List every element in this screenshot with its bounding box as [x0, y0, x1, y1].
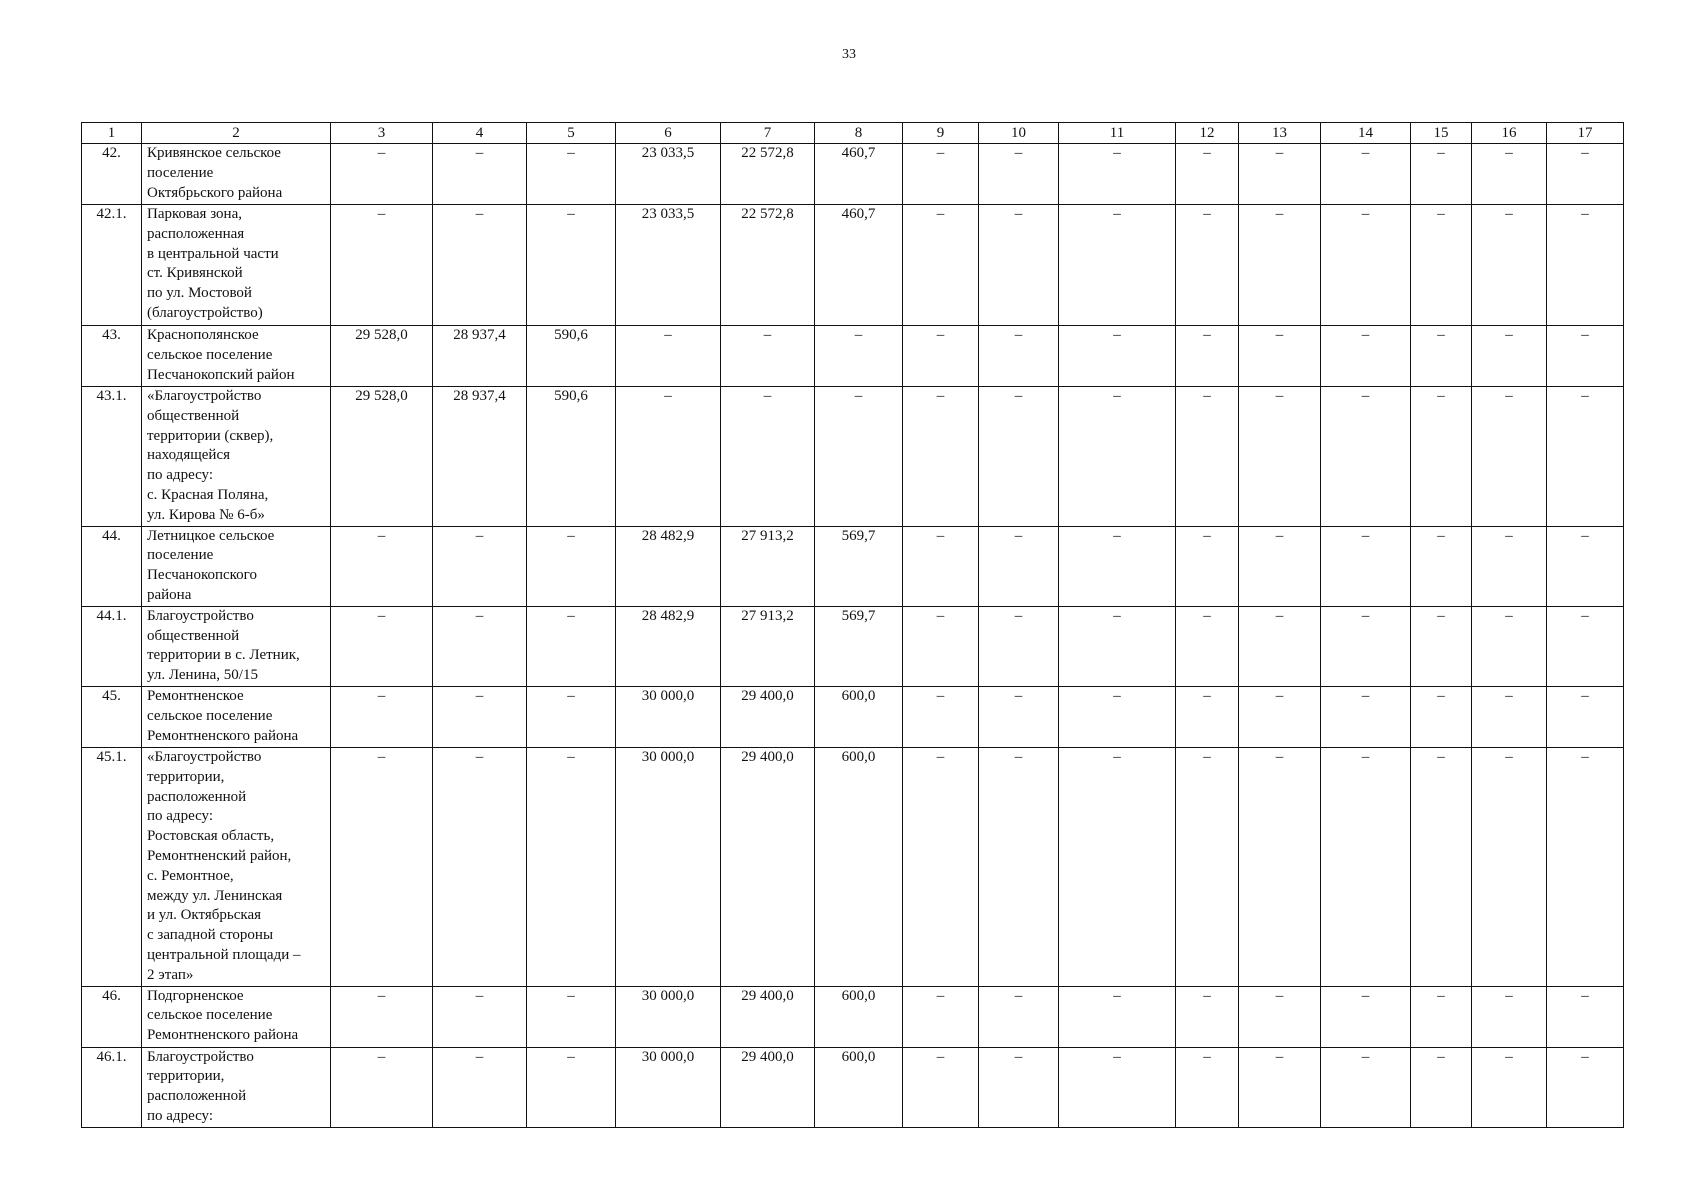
row-value: –: [1547, 1047, 1624, 1127]
row-value: –: [979, 205, 1059, 326]
row-name-line: «Благоустройство: [147, 748, 262, 765]
row-value: –: [1059, 1047, 1176, 1127]
row-name-line: находящейся: [147, 447, 231, 464]
row-value: –: [1411, 526, 1472, 606]
row-value: –: [979, 144, 1059, 205]
table-row: [82, 387, 1624, 527]
row-value: –: [1059, 326, 1176, 387]
column-number-header-row: [82, 123, 1624, 144]
row-value: –: [903, 205, 979, 326]
row-value: –: [1059, 526, 1176, 606]
row-value: –: [433, 526, 527, 606]
row-value: –: [1472, 606, 1547, 686]
row-value: –: [903, 986, 979, 1047]
row-name: [142, 387, 331, 527]
row-value: –: [331, 747, 433, 986]
row-value: –: [1472, 144, 1547, 205]
row-value: –: [1239, 526, 1321, 606]
row-value: –: [1547, 747, 1624, 986]
row-number: 46.1.: [82, 1047, 142, 1127]
page-number: 33: [842, 47, 856, 62]
row-name-line: сельское поселение: [147, 346, 273, 363]
row-value: –: [979, 686, 1059, 747]
row-value: –: [1411, 205, 1472, 326]
row-name-line: Кривянское сельское: [147, 145, 281, 161]
row-name-line: Песчанокопского: [147, 567, 257, 584]
row-value: –: [1411, 686, 1472, 747]
row-value: 30 000,0: [616, 986, 721, 1047]
row-name-line: 2 этап»: [147, 966, 194, 983]
row-value: 23 033,5: [616, 144, 721, 205]
row-name-line: Ремонтненского района: [147, 1027, 299, 1044]
row-number: 45.: [82, 686, 142, 747]
row-value: –: [527, 747, 616, 986]
row-value: –: [527, 526, 616, 606]
table-row: [82, 205, 1624, 326]
row-value: –: [1547, 326, 1624, 387]
row-value: –: [433, 1047, 527, 1127]
row-number: 44.1.: [82, 606, 142, 686]
row-value: –: [1176, 144, 1239, 205]
row-name: [142, 144, 331, 205]
row-name: [142, 326, 331, 387]
row-value: 569,7: [815, 606, 903, 686]
row-number: 45.1.: [82, 747, 142, 986]
row-value: –: [1547, 526, 1624, 606]
row-value: –: [433, 606, 527, 686]
column-number-header: 12: [1176, 123, 1239, 144]
row-value: –: [331, 526, 433, 606]
row-value: –: [1472, 1047, 1547, 1127]
row-value: –: [903, 144, 979, 205]
row-name: [142, 986, 331, 1047]
row-value: –: [433, 986, 527, 1047]
row-value: –: [1411, 387, 1472, 527]
row-value: 27 913,2: [721, 526, 815, 606]
row-value: –: [616, 387, 721, 527]
row-value: –: [1239, 387, 1321, 527]
row-value: –: [1239, 686, 1321, 747]
row-name-line: территории в с. Летник,: [147, 647, 300, 664]
data-table: [81, 122, 1624, 1128]
row-name-line: «Благоустройство: [147, 388, 262, 404]
row-value: –: [527, 205, 616, 326]
row-value: –: [1321, 606, 1411, 686]
row-value: –: [979, 387, 1059, 527]
row-name-line: с. Красная Поляна,: [147, 486, 269, 503]
row-value: –: [527, 986, 616, 1047]
row-value: –: [1472, 205, 1547, 326]
row-value: –: [1239, 205, 1321, 326]
row-value: –: [903, 1047, 979, 1127]
table-row: [82, 526, 1624, 606]
row-value: –: [1176, 1047, 1239, 1127]
column-number-header: 6: [616, 123, 721, 144]
row-value: 22 572,8: [721, 144, 815, 205]
row-value: –: [1547, 986, 1624, 1047]
row-value: –: [331, 686, 433, 747]
row-value: –: [1472, 326, 1547, 387]
row-value: –: [1239, 326, 1321, 387]
row-value: –: [903, 326, 979, 387]
row-name-line: Ремонтненского района: [147, 727, 299, 744]
row-value: –: [1472, 526, 1547, 606]
row-value: –: [331, 606, 433, 686]
row-value: –: [1176, 387, 1239, 527]
row-name-line: общественной: [147, 407, 240, 424]
row-name-line: расположенной: [147, 788, 247, 805]
row-name: [142, 205, 331, 326]
row-value: –: [815, 387, 903, 527]
row-name-line: Ремонтненское: [147, 687, 244, 704]
column-number-header: 13: [1239, 123, 1321, 144]
row-value: 590,6: [527, 387, 616, 527]
row-value: 600,0: [815, 986, 903, 1047]
row-value: 29 528,0: [331, 387, 433, 527]
row-name-line: Ростовская область,: [147, 828, 275, 845]
table-row: [82, 1047, 1624, 1127]
column-number-header: 9: [903, 123, 979, 144]
row-value: –: [979, 326, 1059, 387]
row-value: –: [1472, 387, 1547, 527]
row-value: –: [1321, 144, 1411, 205]
row-value: –: [1321, 686, 1411, 747]
table-row: [82, 144, 1624, 205]
row-value: –: [1059, 387, 1176, 527]
row-name-line: Краснополянское: [147, 327, 259, 343]
row-value: –: [1547, 606, 1624, 686]
row-value: –: [903, 526, 979, 606]
row-name-line: Песчанокопский район: [147, 366, 295, 383]
row-name-line: территории,: [147, 1068, 225, 1085]
row-value: –: [1239, 747, 1321, 986]
row-value: –: [903, 686, 979, 747]
row-value: 600,0: [815, 1047, 903, 1127]
column-number-header: 8: [815, 123, 903, 144]
table-row: [82, 986, 1624, 1047]
row-value: –: [1059, 986, 1176, 1047]
row-name-line: территории,: [147, 768, 225, 785]
row-value: –: [1411, 986, 1472, 1047]
row-name: [142, 747, 331, 986]
row-value: –: [1321, 526, 1411, 606]
row-name-line: по адресу:: [147, 467, 214, 484]
row-name-line: ул. Кирова № 6-б»: [147, 506, 265, 523]
row-value: –: [1547, 686, 1624, 747]
row-name-line: с. Ремонтное,: [147, 867, 234, 884]
row-value: 569,7: [815, 526, 903, 606]
column-number-header: 10: [979, 123, 1059, 144]
column-number-header: 3: [331, 123, 433, 144]
table-row: [82, 606, 1624, 686]
row-value: –: [1411, 747, 1472, 986]
table-row: [82, 686, 1624, 747]
row-value: –: [433, 205, 527, 326]
row-value: –: [1239, 144, 1321, 205]
row-value: –: [1176, 326, 1239, 387]
row-value: –: [1472, 747, 1547, 986]
row-value: –: [331, 1047, 433, 1127]
column-number-header: 11: [1059, 123, 1176, 144]
column-number-header: 15: [1411, 123, 1472, 144]
row-value: –: [433, 747, 527, 986]
row-value: 28 482,9: [616, 606, 721, 686]
row-value: 29 528,0: [331, 326, 433, 387]
row-value: –: [331, 144, 433, 205]
row-value: 30 000,0: [616, 1047, 721, 1127]
row-name-line: Октябрьского района: [147, 184, 283, 201]
row-value: –: [1059, 144, 1176, 205]
row-value: –: [433, 686, 527, 747]
row-value: –: [433, 144, 527, 205]
row-name-line: по ул. Мостовой: [147, 285, 252, 302]
row-value: 29 400,0: [721, 1047, 815, 1127]
column-number-header: 1: [82, 123, 142, 144]
row-value: –: [1059, 747, 1176, 986]
row-value: –: [1321, 1047, 1411, 1127]
row-name-line: в центральной части: [147, 245, 279, 262]
row-value: 29 400,0: [721, 686, 815, 747]
row-name-line: Летницкое сельское: [147, 527, 275, 544]
row-name-line: ст. Кривянской: [147, 265, 243, 282]
row-value: 600,0: [815, 747, 903, 986]
column-number-header: 4: [433, 123, 527, 144]
row-value: –: [1472, 986, 1547, 1047]
row-value: 28 937,4: [433, 387, 527, 527]
row-number: 42.: [82, 144, 142, 205]
row-value: –: [527, 144, 616, 205]
row-name-line: с западной стороны: [147, 927, 274, 944]
row-value: 29 400,0: [721, 747, 815, 986]
row-value: –: [1411, 1047, 1472, 1127]
column-number-header: 5: [527, 123, 616, 144]
column-number-header: 17: [1547, 123, 1624, 144]
row-name-line: Благоустройство: [147, 607, 254, 624]
row-name-line: расположенной: [147, 1088, 247, 1105]
row-value: –: [1472, 686, 1547, 747]
row-value: 30 000,0: [616, 747, 721, 986]
row-value: 460,7: [815, 205, 903, 326]
row-value: –: [903, 606, 979, 686]
row-number: 46.: [82, 986, 142, 1047]
row-name-line: поселение: [147, 164, 214, 181]
row-value: 28 482,9: [616, 526, 721, 606]
row-value: –: [1239, 1047, 1321, 1127]
row-value: –: [721, 326, 815, 387]
row-name: [142, 1047, 331, 1127]
row-value: –: [1547, 144, 1624, 205]
row-value: –: [1321, 747, 1411, 986]
row-value: –: [527, 606, 616, 686]
row-value: 590,6: [527, 326, 616, 387]
row-name-line: ул. Ленина, 50/15: [147, 667, 258, 684]
row-value: 27 913,2: [721, 606, 815, 686]
table-row: [82, 747, 1624, 986]
row-name-line: общественной: [147, 627, 240, 644]
row-number: 43.: [82, 326, 142, 387]
row-value: –: [721, 387, 815, 527]
row-value: 22 572,8: [721, 205, 815, 326]
row-value: –: [1059, 686, 1176, 747]
row-name-line: (благоустройство): [147, 304, 263, 321]
row-value: –: [903, 387, 979, 527]
row-value: –: [979, 526, 1059, 606]
row-value: –: [979, 606, 1059, 686]
row-value: –: [1321, 326, 1411, 387]
row-value: 29 400,0: [721, 986, 815, 1047]
row-value: –: [1547, 387, 1624, 527]
row-value: –: [1176, 686, 1239, 747]
row-value: –: [1239, 986, 1321, 1047]
row-name-line: поселение: [147, 547, 214, 564]
row-value: –: [1176, 606, 1239, 686]
row-name-line: Благоустройство: [147, 1048, 254, 1065]
row-name-line: района: [147, 586, 192, 603]
row-value: –: [979, 747, 1059, 986]
column-number-header: 7: [721, 123, 815, 144]
row-value: –: [903, 747, 979, 986]
row-value: –: [1411, 606, 1472, 686]
row-name: [142, 686, 331, 747]
row-value: –: [815, 326, 903, 387]
column-number-header: 2: [142, 123, 331, 144]
row-name-line: между ул. Ленинская: [147, 887, 283, 904]
row-value: –: [331, 986, 433, 1047]
row-name-line: по адресу:: [147, 1107, 214, 1124]
row-value: –: [527, 1047, 616, 1127]
row-name: [142, 606, 331, 686]
row-value: –: [1176, 986, 1239, 1047]
row-value: –: [1176, 526, 1239, 606]
row-number: 42.1.: [82, 205, 142, 326]
row-name-line: по адресу:: [147, 808, 214, 825]
row-name-line: сельское поселение: [147, 1007, 273, 1024]
row-name-line: сельское поселение: [147, 707, 273, 724]
row-value: –: [331, 205, 433, 326]
row-name-line: центральной площади –: [147, 946, 301, 963]
row-name-line: Ремонтненский район,: [147, 847, 292, 864]
row-value: –: [527, 686, 616, 747]
column-number-header: 14: [1321, 123, 1411, 144]
row-value: –: [1411, 144, 1472, 205]
row-number: 44.: [82, 526, 142, 606]
row-name-line: территории (сквер),: [147, 427, 274, 444]
row-value: –: [1321, 387, 1411, 527]
row-value: –: [1059, 606, 1176, 686]
row-name-line: расположенная: [147, 225, 245, 242]
row-value: 28 937,4: [433, 326, 527, 387]
row-name-line: Подгорненское: [147, 987, 244, 1004]
column-number-header: 16: [1472, 123, 1547, 144]
row-value: –: [1059, 205, 1176, 326]
row-name: [142, 526, 331, 606]
row-value: –: [1547, 205, 1624, 326]
row-value: –: [1411, 326, 1472, 387]
row-value: 460,7: [815, 144, 903, 205]
row-name-line: Парковая зона,: [147, 206, 242, 222]
row-value: 23 033,5: [616, 205, 721, 326]
row-value: –: [1239, 606, 1321, 686]
row-value: 30 000,0: [616, 686, 721, 747]
row-value: –: [979, 986, 1059, 1047]
row-number: 43.1.: [82, 387, 142, 527]
row-value: –: [616, 326, 721, 387]
row-value: –: [1176, 205, 1239, 326]
table-row: [82, 326, 1624, 387]
row-name-line: и ул. Октябрьская: [147, 907, 262, 924]
row-value: 600,0: [815, 686, 903, 747]
row-value: –: [979, 1047, 1059, 1127]
row-value: –: [1321, 986, 1411, 1047]
row-value: –: [1321, 205, 1411, 326]
row-value: –: [1176, 747, 1239, 986]
